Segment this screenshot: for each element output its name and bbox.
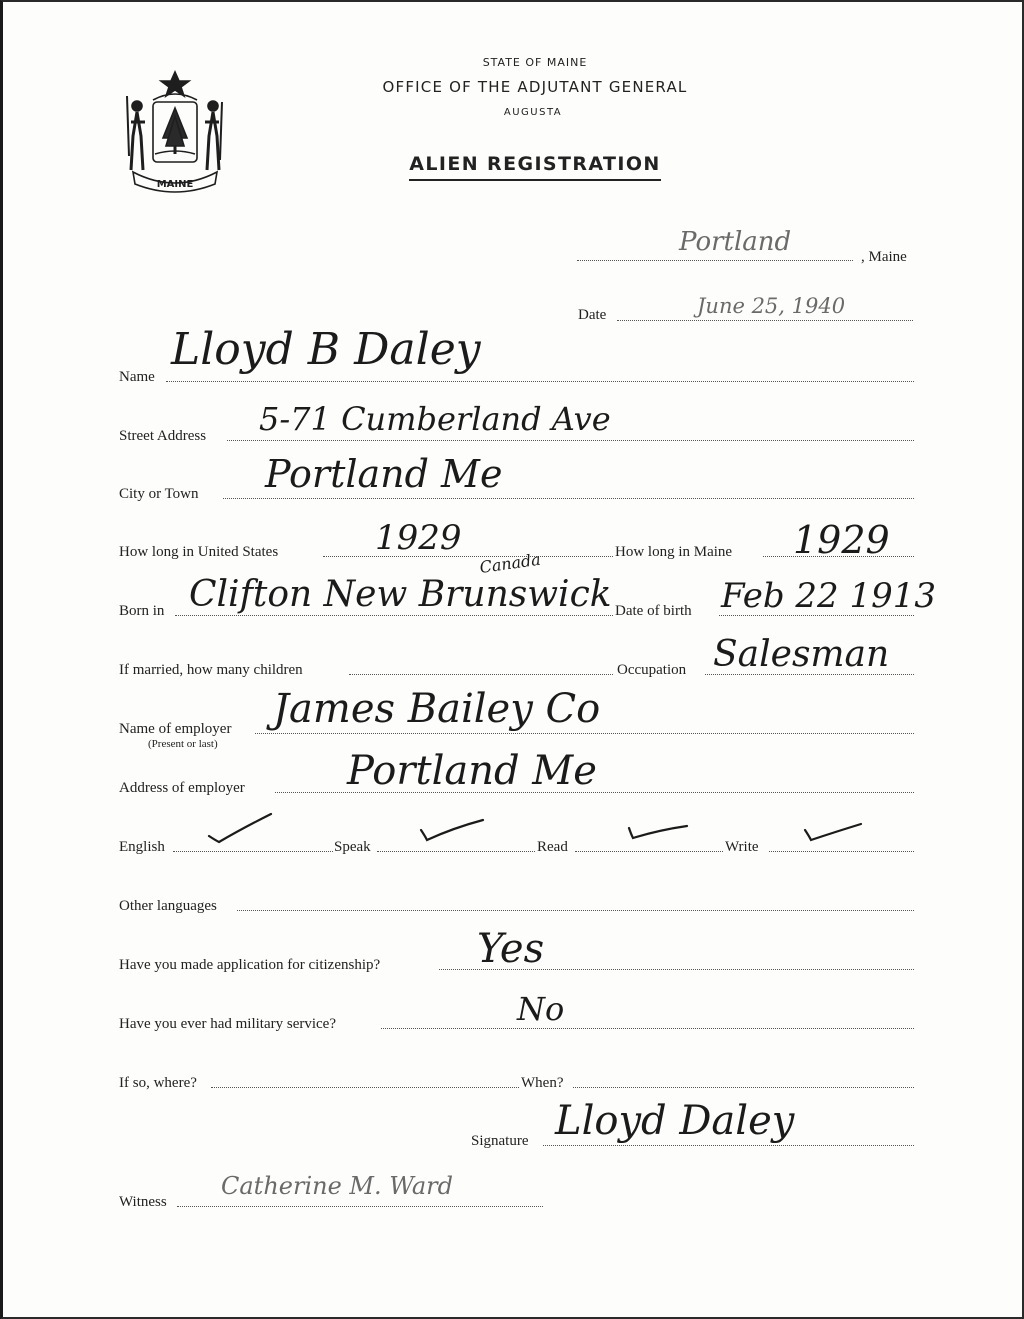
married-label: If married, how many children	[119, 662, 303, 678]
military-value: No	[517, 990, 565, 1028]
where-label: If so, where?	[119, 1075, 197, 1091]
city-town-label: City or Town	[119, 486, 199, 502]
city-town-line	[223, 498, 914, 499]
military-line	[381, 1028, 914, 1029]
name-value: Lloyd B Daley	[171, 324, 481, 375]
witness-label: Witness	[119, 1194, 167, 1210]
employer-note-label: (Present or last)	[148, 738, 218, 750]
born-in-note: Canada	[478, 549, 542, 577]
english-line	[173, 851, 333, 852]
state-heading: STATE OF MAINE	[482, 56, 588, 69]
born-in-value: Clifton New Brunswick	[189, 574, 612, 615]
employer-name-line	[255, 733, 914, 734]
signature-line	[543, 1145, 914, 1146]
place-line	[577, 260, 853, 261]
date-of-birth-value: Feb 22 1913	[721, 576, 937, 616]
signature-value: Lloyd Daley	[555, 1098, 795, 1144]
read-check-mark	[625, 820, 691, 844]
city-town-value: Portland Me	[265, 452, 503, 496]
employer-address-label: Address of employer	[119, 780, 245, 796]
form-title	[23, 153, 1024, 175]
write-line	[769, 851, 914, 852]
how-long-us-label: How long in United States	[119, 544, 279, 560]
when-label: When?	[521, 1075, 564, 1091]
english-label: English	[119, 839, 165, 855]
speak-check-mark	[417, 814, 487, 844]
form-title-text: ALIEN REGISTRATION	[409, 153, 660, 181]
witness-line	[177, 1206, 543, 1207]
other-languages-line	[237, 910, 914, 911]
name-label: Name	[119, 369, 155, 385]
married-line	[349, 674, 613, 675]
citizenship-label: Have you made application for citizenship?	[119, 957, 381, 973]
write-check-mark	[801, 820, 865, 848]
where-line	[211, 1087, 519, 1088]
office-heading: OFFICE OF THE ADJUTANT GENERAL	[382, 78, 688, 96]
other-languages-label: Other languages	[119, 898, 217, 914]
occupation-label: Occupation	[617, 662, 687, 678]
street-line	[227, 440, 914, 441]
witness-value: Catherine M. Ward	[221, 1172, 453, 1200]
born-in-line	[175, 615, 613, 616]
how-long-us-line	[323, 556, 613, 557]
place-value: Portland	[679, 227, 792, 257]
how-long-maine-value: 1929	[793, 518, 890, 562]
read-line	[575, 851, 723, 852]
read-label: Read	[537, 839, 568, 855]
date-line	[617, 320, 913, 321]
seal-banner-text: MAINE	[156, 179, 194, 190]
date-value: June 25, 1940	[697, 294, 846, 318]
speak-line	[377, 851, 535, 852]
write-label: Write	[725, 839, 759, 855]
born-in-label: Born in	[119, 603, 165, 619]
occupation-value: Salesman	[713, 634, 890, 675]
date-label: Date	[578, 307, 607, 323]
date-of-birth-label: Date of birth	[615, 603, 692, 619]
name-line	[166, 381, 914, 382]
english-check-mark	[203, 810, 275, 846]
how-long-maine-label: How long in Maine	[615, 544, 733, 560]
employer-name-label: Name of employer	[119, 721, 232, 737]
employer-name-value: James Bailey Co	[273, 686, 601, 732]
state-suffix-label: , Maine	[861, 249, 907, 265]
citizenship-value: Yes	[477, 926, 545, 972]
city-heading: AUGUSTA	[503, 107, 563, 118]
street-value: 5-71 Cumberland Ave	[259, 400, 611, 438]
how-long-us-value: 1929	[375, 518, 462, 558]
signature-label: Signature	[471, 1133, 529, 1149]
street-label: Street Address	[119, 428, 207, 444]
employer-address-value: Portland Me	[347, 748, 597, 794]
speak-label: Speak	[334, 839, 371, 855]
military-label: Have you ever had military service?	[119, 1016, 336, 1032]
when-line	[573, 1087, 914, 1088]
